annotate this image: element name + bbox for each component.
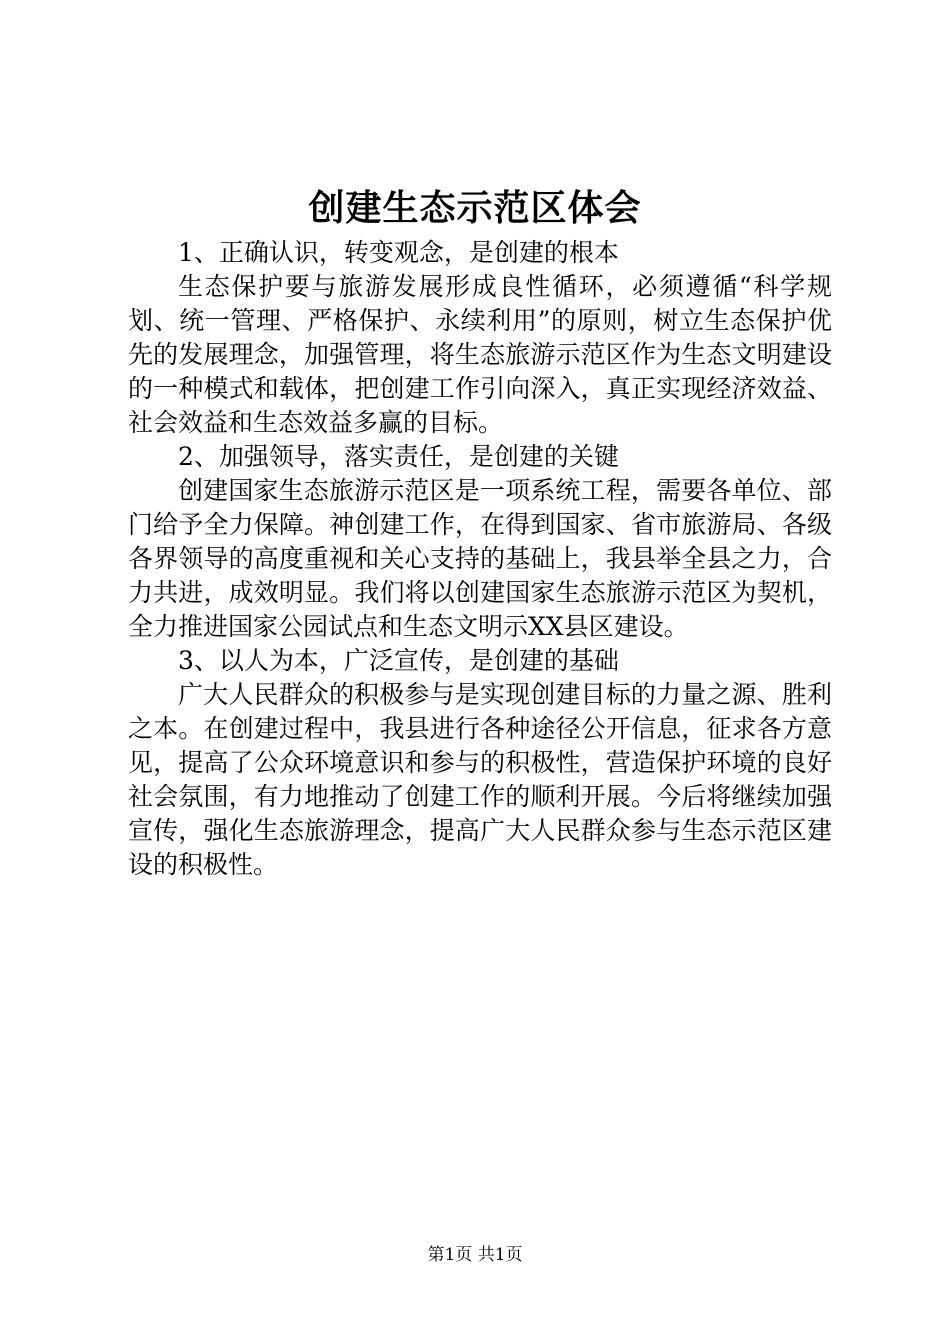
section-heading-1: 1、正确认识，转变观念，是创建的根本 — [178, 238, 619, 267]
page-footer: 第1页 共1页 — [427, 1245, 523, 1265]
section-heading-3: 3、以人为本，广泛宣传，是创建的基础 — [178, 646, 619, 675]
section-paragraph-1: 生态保护要与旅游发展形成良性循环，必须遵循“科学规划、统一管理、严格保护、永续利用”的原则，树立生态保护优先的发展理念，加强管理，将生态旅游示范区作为生态文明建设的一种模式和载体，把创建工作引向深入，真正实现经济效益、社会效益和生态效益多赢的目标。 — [128, 272, 832, 437]
document-title: 创建生态示范区体会 — [308, 187, 642, 229]
section-paragraph-3: 广大人民群众的积极参与是实现创建目标的力量之源、胜利之本。在创建过程中，我县进行各种途径公开信息，征求各方意见，提高了公众环境意识和参与的积极性，营造保护环境的良好社会氛围，有力地推动了创建工作的顺利开展。今后将继续加强宣传，强化生态旅游理念，提高广大人民群众参与生态示范区建设的积极性。 — [128, 680, 832, 879]
section-heading-2: 2、加强领导，落实责任，是创建的关键 — [178, 442, 619, 471]
document-body — [128, 236, 832, 882]
section-paragraph-2: 创建国家生态旅游示范区是一项系统工程，需要各单位、部门给予全力保障。神创建工作，在得到国家、省市旅游局、各级各界领导的高度重视和关心支持的基础上，我县举全县之力，合力共进，成效明显。我们将以创建国家生态旅游示范区为契机，全力推进国家公园试点和生态文明示XX县区建设。 — [128, 476, 832, 641]
